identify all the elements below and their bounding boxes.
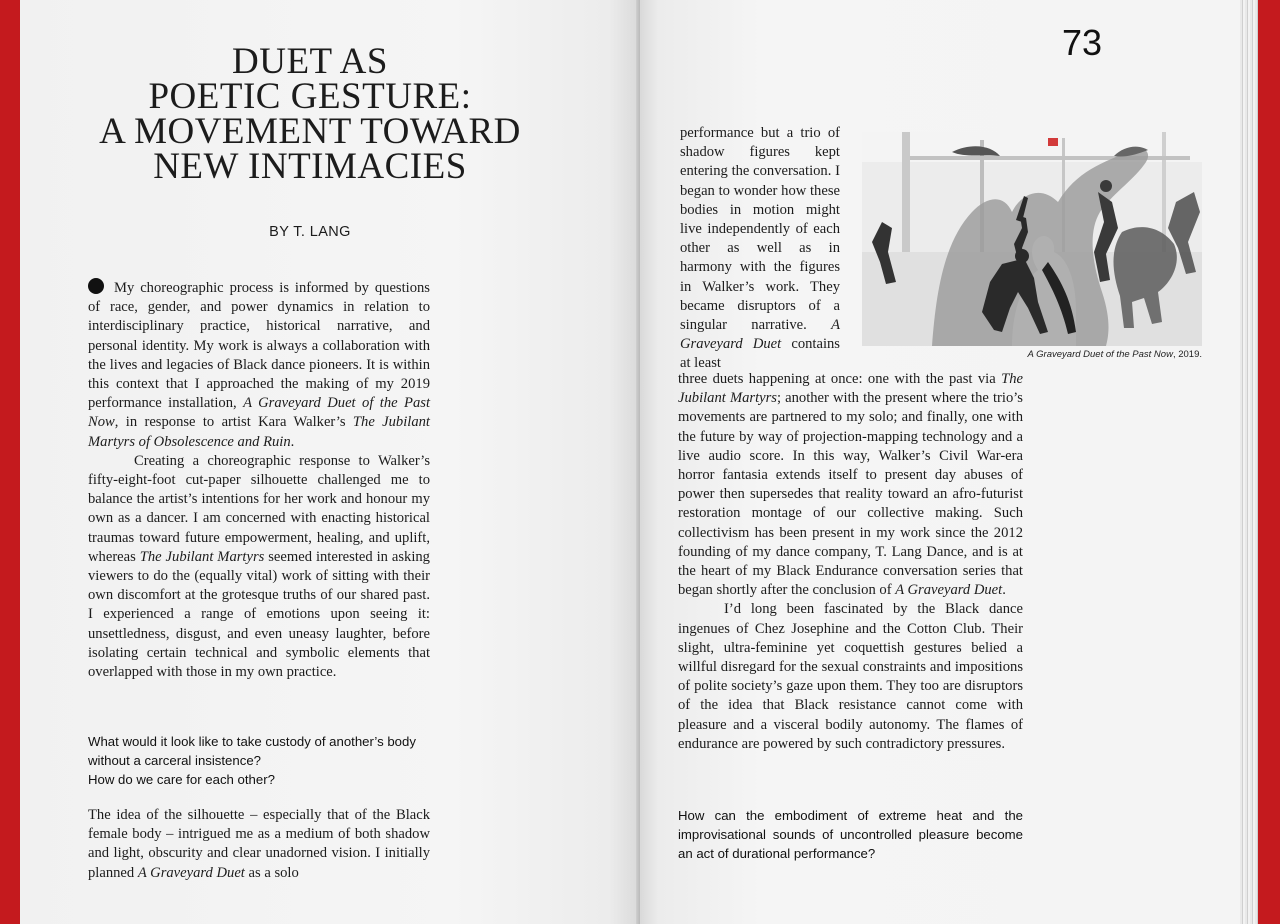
pull-quote-line: What would it look like to take custody of another’s body without a carceral insistence? <box>88 734 416 769</box>
paragraph-3 <box>88 806 430 883</box>
artwork-title: A Graveyard Duet <box>137 864 245 881</box>
title-line: POETIC GESTURE: <box>148 76 472 117</box>
paragraph-4 <box>680 124 840 374</box>
text-run: contains at least <box>680 336 840 372</box>
artwork-title: The Jubilant Martyrs <box>678 371 1023 407</box>
figure-caption <box>862 349 1202 360</box>
pull-quote-line: How do we care for each other? <box>88 772 275 788</box>
pull-quote-line: How can the embodiment of extreme heat and the improvisational sounds of uncontrolled pleasure become an act of durational performance? <box>678 808 1023 862</box>
artwork-title: A Graveyard Duet <box>680 317 840 353</box>
caption-year: , 2019. <box>1172 349 1202 360</box>
left-body-column <box>88 278 430 682</box>
text-run: The idea of the silhouette – especially that of the Black female body – intrigued me as a medium of both shadow and light, obscurity and clear unadorned vision. I initially planned <box>88 807 430 881</box>
performance-photo <box>862 132 1202 346</box>
text-run: , in response to artist Kara Walker’s <box>114 414 353 431</box>
right-body-column <box>678 370 1023 754</box>
article-title <box>80 41 540 187</box>
pull-quote <box>88 732 448 790</box>
text-run: as a solo <box>244 864 299 881</box>
left-page <box>20 0 640 924</box>
right-page <box>640 0 1242 924</box>
text-run: . <box>1002 582 1006 599</box>
artwork-title: A Graveyard Duet of the Past Now <box>88 395 430 431</box>
text-run: . <box>290 433 295 450</box>
title-line: A MOVEMENT TOWARD <box>99 111 521 152</box>
text-run: three duets happening at once: one with the past via <box>678 371 1002 387</box>
bullet-dot-icon <box>88 278 104 294</box>
right-narrow-column <box>680 124 840 374</box>
text-run: Creating a choreographic response to Walker’s fifty-eight-foot cut-paper silhouette challenged me to balance the artist’s intentions for her work and honour my own as a dancer. I am concerned with enacting historical traumas toward future empowerment, healing, and uplift, whereas <box>88 452 430 565</box>
paragraph-1 <box>88 278 430 452</box>
paragraph-6: I’d long been fascinated by the Black dance ingenues of Chez Josephine and the Cotton Club. Their slight, ultra-feminine yet coquettish gestures belied a willful disregard for the sexual constraints and impositions of polite society’s gaze upon them. They too are disruptors of the idea that Black resistance cannot come with pleasure and a visceral bodily autonomy. The flames of endurance are powered by such contradictory pressures. <box>678 601 1023 752</box>
artwork-title: The Jubilant Martyrs of Obsolescence and Ruin <box>88 414 430 450</box>
page-number: 73 <box>1062 22 1103 63</box>
artwork-title: A Graveyard Duet <box>895 582 1003 599</box>
text-run: performance but a trio of shadow figures kept entering the conversation. I began to wonder how these bodies in motion might live independently of each other as well as in harmony with the figures in Walker’s work. They became disruptors of a singular narrative. <box>680 125 840 334</box>
left-body-column-bottom <box>88 806 430 883</box>
text-run: ; another with the present where the trio’s movements are partnered to my solo; and finally, one with the future by way of projection-mapping technology and a live audio score. In this way, Walker’s Civil War-era horror fantasia extends itself to present day abuses of power then supersedes that reality toward an afro-futurist restoration montage of our collective making. Such collectivism has been present in my work since the 2012 founding of my dance company, T. Lang Dance, and is at the heart of my Black Endurance conversation series that began shortly after the conclusion of <box>678 390 1023 599</box>
paragraph-2 <box>88 452 430 682</box>
byline: BY T. LANG <box>269 224 351 240</box>
caption-title: A Graveyard Duet of the Past Now <box>1027 349 1173 360</box>
artwork-title: The Jubilant Martyrs <box>139 548 265 565</box>
book-cover-edge <box>1258 0 1280 924</box>
text-run: My choreographic process is informed by questions of race, gender, and power dynamics in relation to interdisciplinary practice, historical narrative, and personal identity. My work is always a collaboration with the lives and legacies of Black dance pioneers. It is within this context that I approached the making of my 2019 performance installation, <box>88 280 430 412</box>
pull-quote-right <box>678 806 1023 864</box>
title-line: NEW INTIMACIES <box>153 146 467 187</box>
page-edges <box>1240 0 1260 924</box>
paragraph-5 <box>678 370 1023 600</box>
text-run: seemed interested in asking viewers to do the (equally vital) work of sitting with their own discomfort at the grotesque truths of our shared past. I experienced a range of emotions upon seeing it: unsettledness, disgust, and even uneasy laughter, before isolating certain technical and symbolic elements that overlapped with those in my own practice. <box>88 548 430 681</box>
title-line: DUET AS <box>232 41 388 82</box>
